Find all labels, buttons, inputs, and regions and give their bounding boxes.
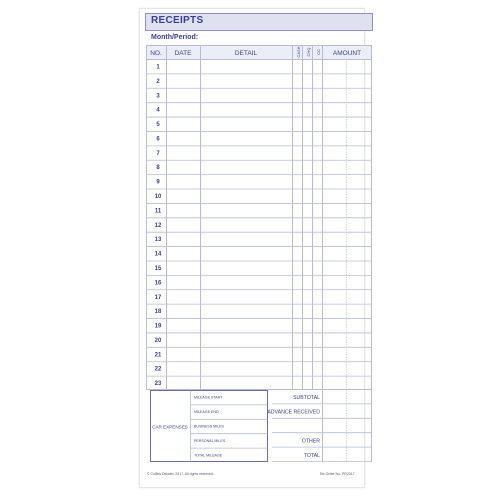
row-number: 13	[154, 237, 162, 244]
row-number: 21	[154, 352, 162, 359]
row-number: 2	[156, 78, 160, 85]
period-label: Month/Period:	[151, 34, 199, 41]
header-date: DATE	[174, 50, 192, 57]
row-number: 11	[154, 208, 162, 215]
row-number: 3	[156, 93, 160, 100]
row-number: 12	[154, 222, 162, 229]
receipts-table	[146, 45, 372, 390]
totals-label: OTHER	[301, 438, 320, 445]
row-number: 18	[154, 309, 162, 316]
row-number: 17	[154, 294, 162, 301]
row-number: 7	[156, 150, 160, 157]
header-amount: AMOUNT	[332, 50, 362, 57]
totals-label: TOTAL	[303, 452, 320, 459]
row-number: 9	[156, 179, 160, 186]
mileage-item-label: PERSONAL MILES	[194, 438, 226, 443]
mileage-item-label: MILEAGE END	[194, 410, 219, 415]
header-detail: DETAIL	[234, 50, 258, 57]
header-no: NO.	[150, 50, 162, 57]
header-chq: CHQ	[306, 47, 311, 57]
row-number: 20	[154, 337, 162, 344]
mileage-item-label: TOTAL MILEAGE	[194, 453, 223, 458]
row-number: 16	[154, 280, 162, 287]
totals-label: ADVANCE RECEIVED	[267, 409, 320, 416]
row-number: 10	[154, 194, 162, 201]
row-number: 1	[156, 64, 160, 71]
row-number: 23	[154, 381, 162, 388]
page-title: RECEIPTS	[151, 15, 204, 26]
header-cash: CASH	[296, 46, 301, 58]
car-expenses-label: CAR EXPENSES	[152, 424, 188, 430]
totals-section	[146, 390, 372, 462]
row-number: 5	[156, 122, 160, 129]
row-number: 8	[156, 165, 160, 172]
mileage-item-label: BUSINESS MILES	[194, 424, 224, 429]
mileage-item-label: MILEAGE START	[194, 395, 223, 400]
row-number: 22	[154, 366, 162, 373]
row-number: 19	[154, 323, 162, 330]
row-number: 14	[154, 251, 162, 258]
copyright-notice: © Collins Debden 2017. All rights reserved.	[147, 472, 214, 476]
row-number: 15	[154, 265, 162, 272]
row-number: 4	[156, 107, 160, 114]
reorder-number: Re-Order No. PR2017	[320, 472, 355, 476]
row-number: 6	[156, 136, 160, 143]
header-cc: CC	[316, 49, 321, 55]
totals-label: SUBTOTAL	[293, 395, 320, 402]
